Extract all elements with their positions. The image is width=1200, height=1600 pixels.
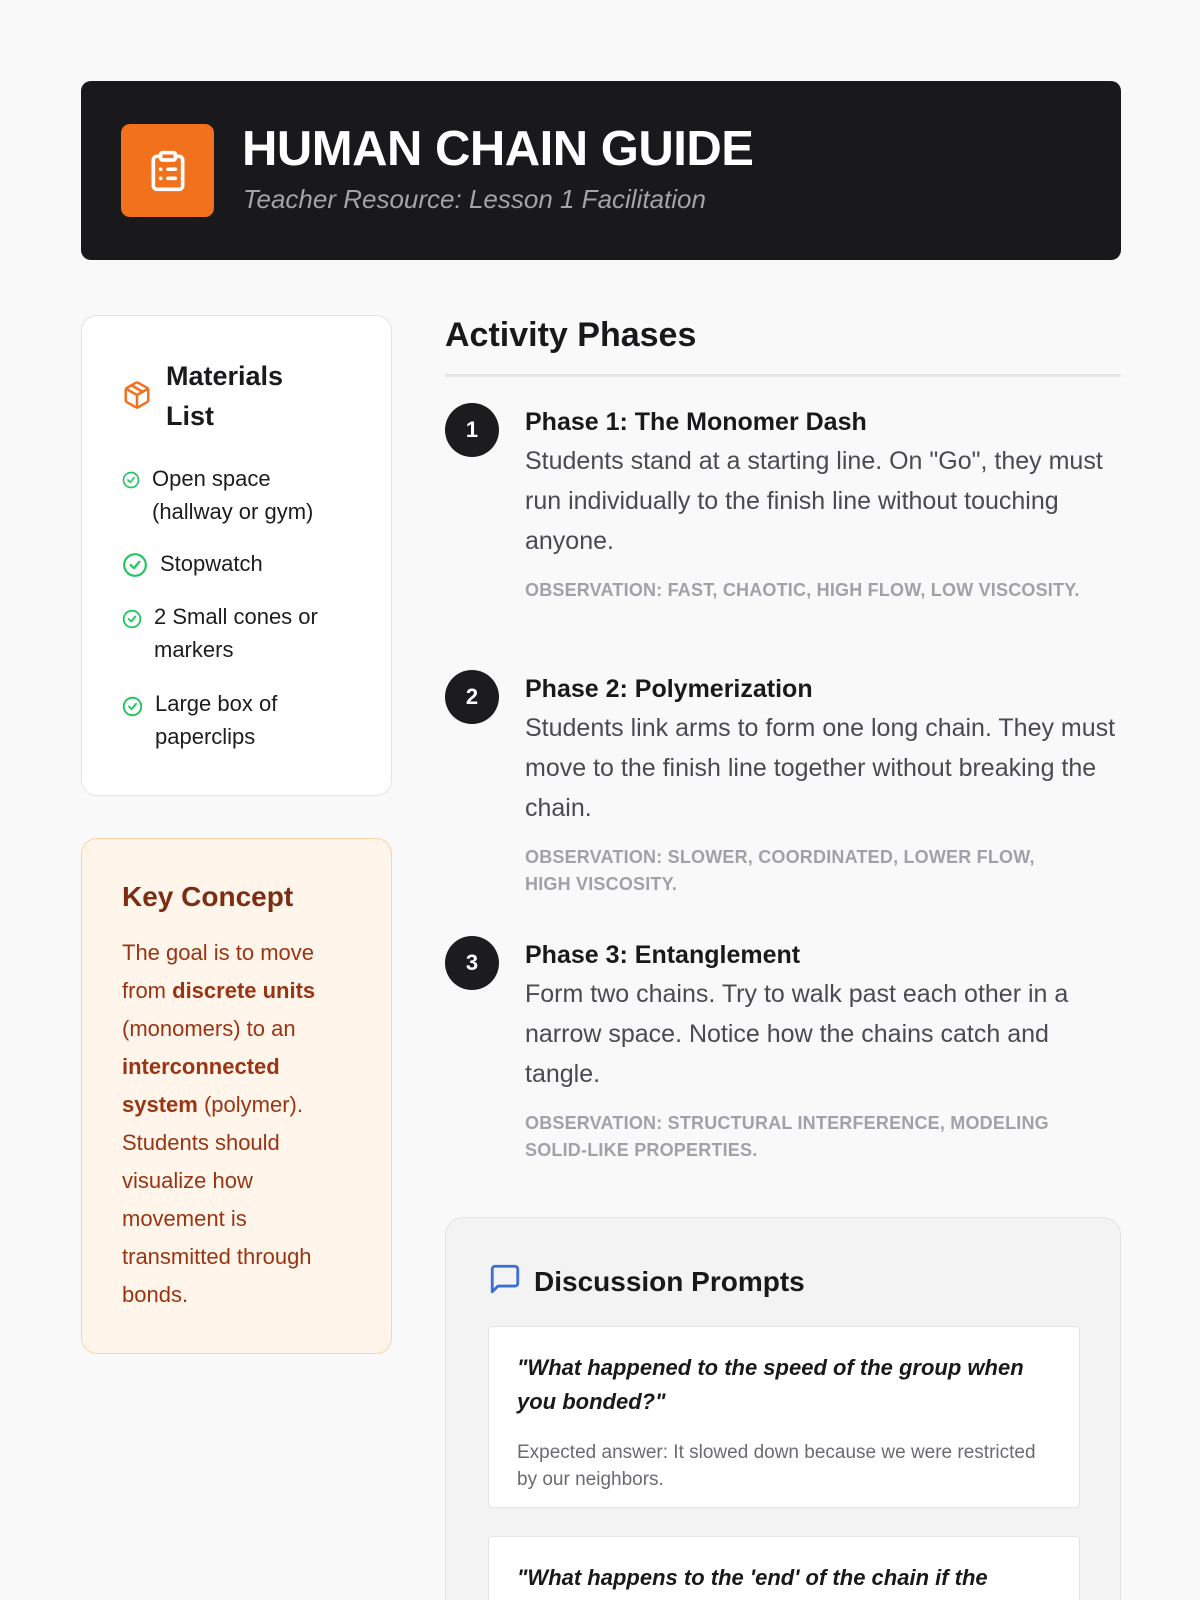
list-item (122, 547, 263, 583)
list-item (122, 687, 315, 753)
phase-title: Phase 3: Entanglement (525, 941, 801, 969)
check-circle-icon (122, 552, 148, 583)
material-label: Large box of paperclips (155, 691, 278, 749)
discussion-title: Discussion Prompts (534, 1265, 805, 1297)
package-icon (122, 380, 152, 436)
prompt-card (488, 1326, 1080, 1508)
list-item (122, 462, 342, 528)
page-subtitle: Teacher Resource: Lesson 1 Facilitation (243, 184, 706, 214)
phase-description: Students stand at a starting line. On "Go", they must run individually to the finish line without touching anyone. (525, 447, 1103, 555)
phase-description: Form two chains. Try to walk past each other in a narrow space. Notice how the chains catch and tangle. (525, 980, 1069, 1088)
prompt-answer: Expected answer: It slowed down because we were restricted by our neighbors. (517, 1442, 1036, 1490)
key-concept-text: The goal is to move from discrete units (monomers) to an interconnected system (polymer). Students should visualize how movement is transmitted through bonds. (122, 940, 316, 1307)
prompt-question: "What happened to the speed of the group when you bonded?" (517, 1355, 1024, 1414)
clipboard-list-icon (121, 124, 214, 217)
prompt-card (488, 1536, 1080, 1600)
page-header (81, 81, 1121, 260)
discussion-header (488, 1262, 805, 1301)
phase-number-badge: 1 (445, 403, 499, 457)
check-circle-icon (122, 609, 142, 634)
phase-observation: OBSERVATION: SLOWER, COORDINATED, LOWER FLOW, HIGH VISCOSITY. (525, 847, 1035, 894)
phase-item (445, 936, 1121, 1166)
phase-number-badge: 2 (445, 670, 499, 724)
phase-observation: OBSERVATION: FAST, CHAOTIC, HIGH FLOW, LOW VISCOSITY. (525, 580, 1080, 600)
material-label: 2 Small cones or markers (154, 604, 318, 662)
key-concept-title: Key Concept (122, 881, 294, 912)
page-title: HUMAN CHAIN GUIDE (242, 122, 754, 176)
phase-description: Students link arms to form one long chain. They must move to the finish line together without breaking the chain. (525, 714, 1116, 822)
list-item (122, 600, 344, 666)
check-circle-icon (122, 471, 140, 494)
prompt-question: "What happens to the 'end' of the chain if the (517, 1565, 988, 1590)
phase-item (445, 670, 1121, 900)
materials-header (122, 356, 326, 436)
material-label: Stopwatch (160, 551, 263, 576)
phase-number-badge: 3 (445, 936, 499, 990)
discussion-prompts-card (445, 1217, 1121, 1600)
materials-card (81, 315, 392, 796)
activity-phases-heading: Activity Phases (445, 316, 697, 354)
material-label: Open space (hallway or gym) (152, 466, 314, 524)
message-square-icon (488, 1262, 522, 1301)
check-circle-icon (122, 696, 143, 722)
phase-title: Phase 1: The Monomer Dash (525, 408, 867, 436)
materials-title: Materials List (166, 361, 284, 431)
divider (445, 374, 1121, 377)
phase-title: Phase 2: Polymerization (525, 675, 813, 703)
phase-observation: OBSERVATION: STRUCTURAL INTERFERENCE, MODELING SOLID-LIKE PROPERTIES. (525, 1113, 1049, 1160)
key-concept-card (81, 838, 392, 1354)
phase-item (445, 403, 1121, 633)
